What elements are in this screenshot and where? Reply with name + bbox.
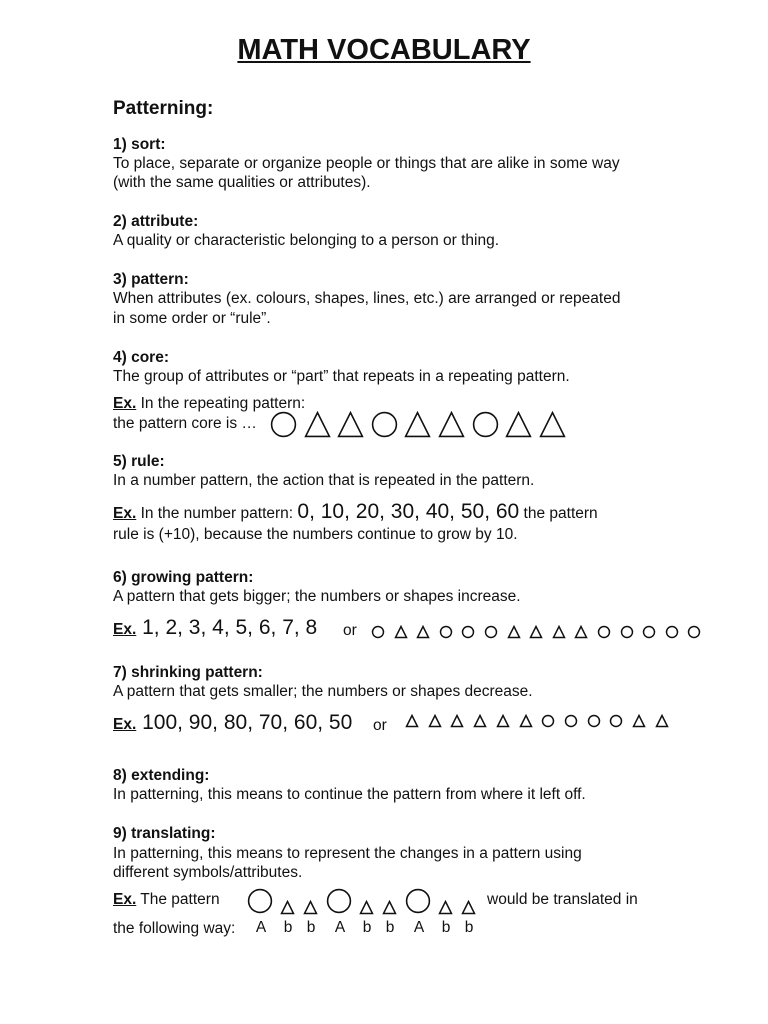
triangle-icon: [519, 714, 533, 728]
term-pattern: 3) pattern:: [113, 271, 189, 288]
translation-letter: A: [413, 919, 425, 936]
circle-icon: [597, 625, 611, 639]
translating-example-post: would be translated in: [487, 891, 638, 908]
translation-letter: b: [385, 919, 395, 936]
triangle-icon: [552, 625, 566, 639]
triangle-icon: [505, 411, 532, 438]
circle-icon: [665, 625, 679, 639]
circle-icon: [642, 625, 656, 639]
triangle-icon: [359, 900, 374, 915]
definition-pattern-line2: in some order or “rule”.: [113, 310, 271, 327]
triangle-icon: [529, 625, 543, 639]
shrinking-example-numbers: 100, 90, 80, 70, 60, 50: [136, 711, 353, 734]
translation-letter: b: [441, 919, 451, 936]
shrinking-or: or: [373, 717, 387, 734]
triangle-icon: [655, 714, 669, 728]
term-attribute: 2) attribute:: [113, 213, 199, 230]
term-sort: 1) sort:: [113, 136, 166, 153]
circle-icon: [620, 625, 634, 639]
circle-icon: [371, 625, 385, 639]
translation-letter: b: [283, 919, 293, 936]
triangle-icon: [405, 714, 419, 728]
triangle-icon: [394, 625, 408, 639]
triangle-icon: [303, 900, 318, 915]
circle-icon: [472, 411, 499, 438]
triangle-icon: [438, 900, 453, 915]
translation-letter: A: [334, 919, 346, 936]
triangle-icon: [304, 411, 331, 438]
rule-example-numbers: 0, 10, 20, 30, 40, 50, 60: [297, 500, 520, 523]
term-shrinking-pattern: 7) shrinking pattern:: [113, 664, 263, 681]
page-title: MATH VOCABULARY: [237, 34, 531, 66]
translation-letter: b: [464, 919, 474, 936]
translation-letter: b: [362, 919, 372, 936]
circle-icon: [484, 625, 498, 639]
definition-core: The group of attributes or “part” that repeats in a repeating pattern.: [113, 368, 570, 385]
term-rule: 5) rule:: [113, 453, 165, 470]
triangle-icon: [428, 714, 442, 728]
circle-icon: [439, 625, 453, 639]
example-label: Ex.: [113, 891, 137, 908]
triangle-icon: [404, 411, 431, 438]
circle-icon: [461, 625, 475, 639]
circle-icon: [326, 888, 352, 914]
circle-icon: [609, 714, 623, 728]
triangle-icon: [539, 411, 566, 438]
triangle-icon: [337, 411, 364, 438]
definition-growing-pattern: A pattern that gets bigger; the numbers or shapes increase.: [113, 588, 521, 605]
circle-icon: [371, 411, 398, 438]
definition-shrinking-pattern: A pattern that gets smaller; the numbers or shapes decrease.: [113, 683, 533, 700]
example-label: Ex.: [113, 505, 137, 522]
triangle-icon: [632, 714, 646, 728]
rule-example-pre: In the number pattern:: [136, 505, 298, 522]
section-heading: Patterning:: [113, 98, 214, 119]
circle-icon: [405, 888, 431, 914]
triangle-icon: [382, 900, 397, 915]
circle-icon: [247, 888, 273, 914]
triangle-icon: [280, 900, 295, 915]
triangle-icon: [416, 625, 430, 639]
term-core: 4) core:: [113, 349, 169, 366]
translating-example-pre: The pattern: [136, 891, 220, 908]
definition-extending: In patterning, this means to continue the pattern from where it left off.: [113, 786, 586, 803]
triangle-icon: [507, 625, 521, 639]
rule-example-line2: rule is (+10), because the numbers continue to grow by 10.: [113, 526, 518, 543]
rule-example-post: the pattern: [519, 505, 598, 522]
core-example-text: In the repeating pattern:: [136, 395, 306, 412]
core-example-line2: the pattern core is …: [113, 415, 257, 432]
circle-icon: [270, 411, 297, 438]
term-translating: 9) translating:: [113, 825, 216, 842]
translating-example-line2: the following way:: [113, 920, 236, 937]
triangle-icon: [473, 714, 487, 728]
circle-icon: [541, 714, 555, 728]
definition-translating-line1: In patterning, this means to represent the changes in a pattern using: [113, 845, 582, 862]
translating-example-line1: [113, 891, 220, 909]
triangle-icon: [438, 411, 465, 438]
rule-example-line1: [113, 500, 598, 524]
triangle-icon: [574, 625, 588, 639]
example-label: Ex.: [113, 621, 137, 638]
growing-example-numbers: 1, 2, 3, 4, 5, 6, 7, 8: [136, 616, 318, 639]
definition-pattern-line1: When attributes (ex. colours, shapes, lines, etc.) are arranged or repeated: [113, 290, 621, 307]
circle-icon: [564, 714, 578, 728]
translation-letter: b: [306, 919, 316, 936]
example-label: Ex.: [113, 716, 137, 733]
growing-example: [113, 616, 317, 640]
definition-translating-line2: different symbols/attributes.: [113, 864, 303, 881]
example-label: Ex.: [113, 395, 137, 412]
definition-sort-line1: To place, separate or organize people or things that are alike in some way: [113, 155, 620, 172]
triangle-icon: [450, 714, 464, 728]
term-growing-pattern: 6) growing pattern:: [113, 569, 254, 586]
definition-attribute: A quality or characteristic belonging to a person or thing.: [113, 232, 500, 249]
shrinking-example: [113, 711, 352, 735]
term-extending: 8) extending:: [113, 767, 210, 784]
growing-or: or: [343, 622, 357, 639]
translation-letter: A: [255, 919, 267, 936]
triangle-icon: [461, 900, 476, 915]
definition-sort-line2: (with the same qualities or attributes).: [113, 174, 371, 191]
triangle-icon: [496, 714, 510, 728]
definition-rule: In a number pattern, the action that is repeated in the pattern.: [113, 472, 535, 489]
circle-icon: [687, 625, 701, 639]
circle-icon: [587, 714, 601, 728]
